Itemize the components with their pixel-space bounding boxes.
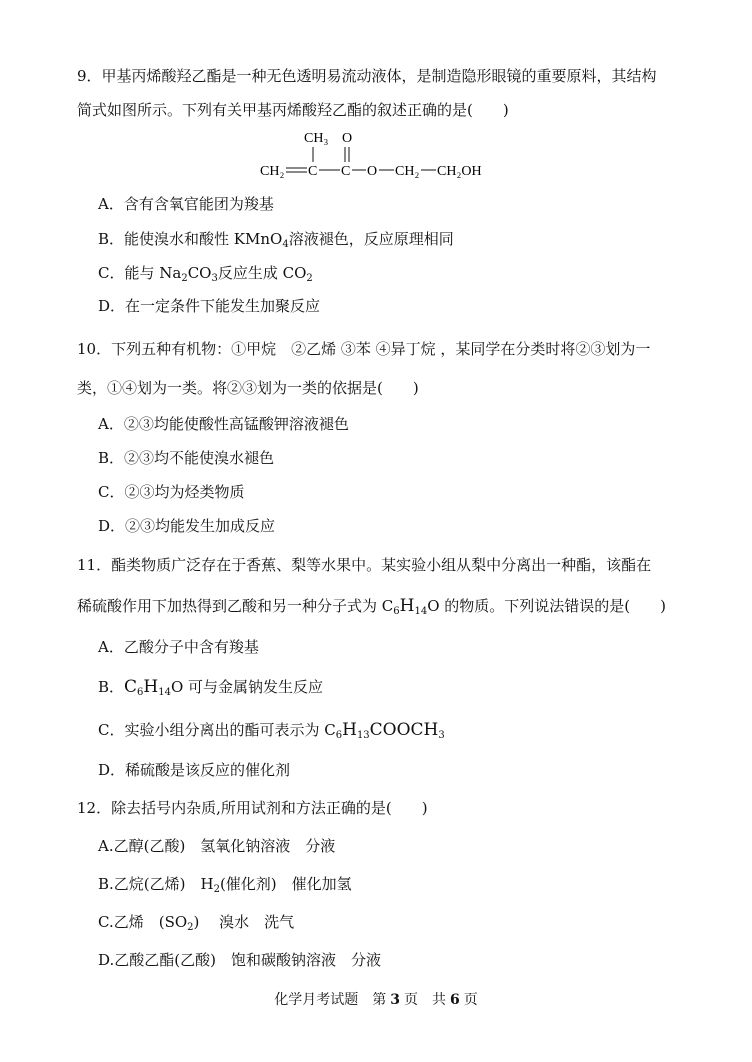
q10-stem-line1: 10．下列五种有机物：①甲烷 ②乙烯 ③苯 ④异丁烷 ，某同学在分类时将②③划为一 xyxy=(77,340,651,358)
q12-option-c-text2: ) 溴水 洗气 xyxy=(193,913,295,931)
q11-option-d: D．稀硫酸是该反应的催化剂 xyxy=(98,761,291,779)
q9-option-c xyxy=(98,263,313,283)
q12-option-c-text: C.乙烯 (SO xyxy=(98,913,188,931)
q11-option-b-text: O 可与金属钠发生反应 xyxy=(170,678,324,696)
q12-option-b xyxy=(98,874,352,894)
q11-stem-line2 xyxy=(77,596,666,622)
q9-option-c-sub1: 2 xyxy=(181,273,188,284)
q11-option-a: A．乙酸分子中含有羧基 xyxy=(98,638,259,656)
q12-option-b-sub: 2 xyxy=(213,884,220,895)
q9-option-c-sub3: 2 xyxy=(306,273,313,284)
q12-option-b-text: B.乙烷(乙烯) H xyxy=(98,875,214,893)
q11-option-c-sub2: 13 xyxy=(356,730,370,741)
q11-option-c-text: C．实验小组分离出的酯可表示为 C xyxy=(98,721,336,739)
q10-stem-line2: 类，①④划为一类。将②③划为一类的依据是( ) xyxy=(77,379,419,397)
q9-option-b-text2: 溶液褪色，反应原理相同 xyxy=(288,230,454,248)
formula-c2: C xyxy=(341,164,351,179)
q12-option-c xyxy=(98,912,294,932)
formula-ch3: CH₃ xyxy=(304,131,329,146)
q12-option-b-text2: (催化剂) 催化加氢 xyxy=(219,875,352,893)
structural-formula xyxy=(258,128,518,188)
q11-stem-line1: 11．酯类物质广泛存在于香蕉、梨等水果中。某实验小组从梨中分离出一种酯，该酯在 xyxy=(77,556,652,574)
q9-option-b-text: B．能使溴水和酸性 KMnO xyxy=(98,230,283,248)
q9-option-c-sub2: 3 xyxy=(211,273,218,284)
q11-option-b-h: H xyxy=(143,677,159,697)
formula-ch2oh: CH₂OH xyxy=(437,164,482,179)
q10-option-b: B．②③均不能使溴水褪色 xyxy=(98,449,275,467)
footer-suffix: 页 xyxy=(463,992,478,1008)
footer-total-pages: 6 xyxy=(450,992,460,1008)
q10-option-a: A．②③均能使酸性高锰酸钾溶液褪色 xyxy=(98,415,349,433)
q9-option-c-text3: 反应生成 CO xyxy=(217,264,307,282)
q12-option-c-sub: 2 xyxy=(187,922,194,933)
footer-middle: 页 共 xyxy=(404,992,446,1008)
q9-stem-line2: 简式如图所示。下列有关甲基丙烯酸羟乙酯的叙述正确的是( ) xyxy=(77,101,509,119)
q10-option-c: C．②③均为烃类物质 xyxy=(98,483,245,501)
q11-option-c-sub3: 3 xyxy=(438,730,445,741)
q11-option-b-c: C xyxy=(124,677,138,697)
q12-option-d: D.乙酸乙酯(乙酸) 饱和碳酸钠溶液 分液 xyxy=(98,951,381,969)
q9-stem-line1: 9．甲基丙烯酸羟乙酯是一种无色透明易流动液体，是制造隐形眼镜的重要原料，其结构 xyxy=(77,67,657,85)
q11-option-c-cooch: COOCH xyxy=(369,720,439,740)
q9-option-a: A．含有含氧官能团为羧基 xyxy=(98,195,274,213)
formula-ch2-mid: CH₂ xyxy=(395,164,420,179)
q9-option-c-text2: CO xyxy=(187,264,212,282)
q11-option-c xyxy=(98,720,445,740)
q11-option-b xyxy=(98,677,323,697)
q9-option-b xyxy=(98,229,454,249)
q11-option-b-sub1: 6 xyxy=(137,687,144,698)
formula-ch2-left: CH₂ xyxy=(260,164,285,179)
formula-carbonyl-o: O xyxy=(342,131,353,146)
q11-formula-sub2: 14 xyxy=(414,606,428,617)
footer-page-number: 3 xyxy=(390,992,400,1008)
q11-formula-sub1: 6 xyxy=(393,606,400,617)
page-footer xyxy=(0,990,752,1010)
q9-option-d: D．在一定条件下能发生加聚反应 xyxy=(98,297,321,315)
q9-option-c-text: C．能与 Na xyxy=(98,264,182,282)
q11-option-b-label: B． xyxy=(98,678,125,696)
formula-ester-o: O xyxy=(367,164,378,179)
q11-option-b-sub2: 14 xyxy=(158,687,171,698)
q12-stem-line1: 12．除去括号内杂质,所用试剂和方法正确的是( ) xyxy=(77,799,428,817)
q9-option-b-sub: 4 xyxy=(282,239,289,250)
q11-formula-h: H xyxy=(399,596,415,616)
q11-stem-line2-text: 稀硫酸作用下加热得到乙酸和另一种分子式为 C xyxy=(77,597,394,615)
q10-option-d: D．②③均能发生加成反应 xyxy=(98,517,276,535)
formula-c1: C xyxy=(308,164,318,179)
q11-option-c-h: H xyxy=(342,720,357,740)
q11-stem-line2-text2: O 的物质。下列说法错误的是( ) xyxy=(427,597,666,615)
q12-option-a: A.乙醇(乙酸) 氢氧化钠溶液 分液 xyxy=(98,837,336,855)
q11-option-c-sub1: 6 xyxy=(335,730,343,741)
footer-prefix: 化学月考试题 第 xyxy=(274,992,387,1008)
